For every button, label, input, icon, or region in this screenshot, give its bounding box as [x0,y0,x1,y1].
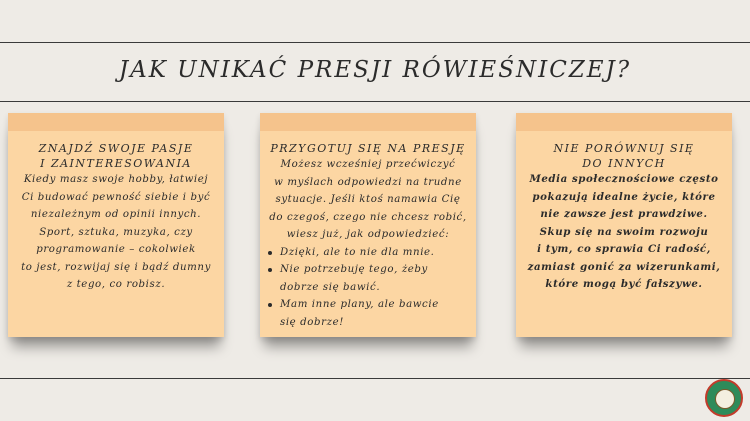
card-compare [516,113,732,337]
card-body-line: Kiedy masz swoje hobby, łatwiej [23,174,209,185]
card-body-line: pokazują idealne życie, które [532,190,716,203]
list-item [280,261,468,296]
list-item-line: Mam inne plany, ale bawcie [280,299,439,310]
card-body [8,171,224,294]
card-heading-line: I ZAINTERESOWANIA [40,157,192,170]
page-title: JAK UNIKAĆ PRESJI RÓWIEŚNICZEJ? [118,57,632,83]
card-body-line: zamiast gonić za wizerunkami, [527,260,721,273]
card-heading-line: ZNAJDŹ SWOJE PASJE [38,142,194,155]
card-body-line: Skup się na swoim rozwoju [539,225,709,238]
card-passions [8,113,224,337]
card-body-line: Ci budować pewność siebie i być [21,191,211,203]
card-body [516,171,732,294]
list-item-line: się dobrze! [280,316,344,328]
school-badge-icon [705,379,743,417]
card-heading [8,141,224,171]
card-body-line: wiesz już, jak odpowiedzieć: [286,229,450,240]
bottom-divider [0,378,750,379]
card-body-line: w myślach odpowiedzi na trudne [274,176,462,188]
list-item [280,244,468,262]
card-heading-line: DO INNYCH [582,157,666,170]
card-prepare [260,113,476,337]
card-body-line: do czegoś, czego nie chcesz robić, [269,211,467,223]
card-body-line: z tego, co robisz. [66,279,166,290]
card-body-line: programowanie – cokolwiek [36,244,196,255]
list-item-line: Nie potrzebuję tego, żeby [280,264,428,275]
list-item [280,296,468,331]
card-body-line: nie zawsze jest prawdziwe. [540,208,708,220]
card-body-line: niezależnym od opinii innych. [30,209,202,220]
card-body [260,156,476,244]
card-heading-line: NIE PORÓWNUJ SIĘ [553,142,695,155]
card-body-line: sytuacje. Jeśli ktoś namawia Cię [275,194,461,205]
list-item-line: dobrze się bawić. [280,281,381,293]
card-heading [516,141,732,171]
answer-list [260,244,476,332]
top-divider [0,42,750,43]
title-divider [0,101,750,102]
card-heading [260,141,476,156]
card-body-line: i tym, co sprawia Ci radość, [537,243,711,255]
card-body-line: Sport, sztuka, muzyka, czy [39,226,193,238]
card-body-line: to jest, rozwijaj się i bądź dumny [21,261,211,273]
card-body-line: które mogą być fałszywe. [545,278,703,290]
card-body-line: Możesz wcześniej przećwiczyć [280,159,456,170]
list-item-line: Dzięki, ale to nie dla mnie. [280,246,435,258]
card-body-line: Media społecznościowe często [529,173,719,185]
card-heading-line: PRZYGOTUJ SIĘ NA PRESJĘ [270,142,466,155]
